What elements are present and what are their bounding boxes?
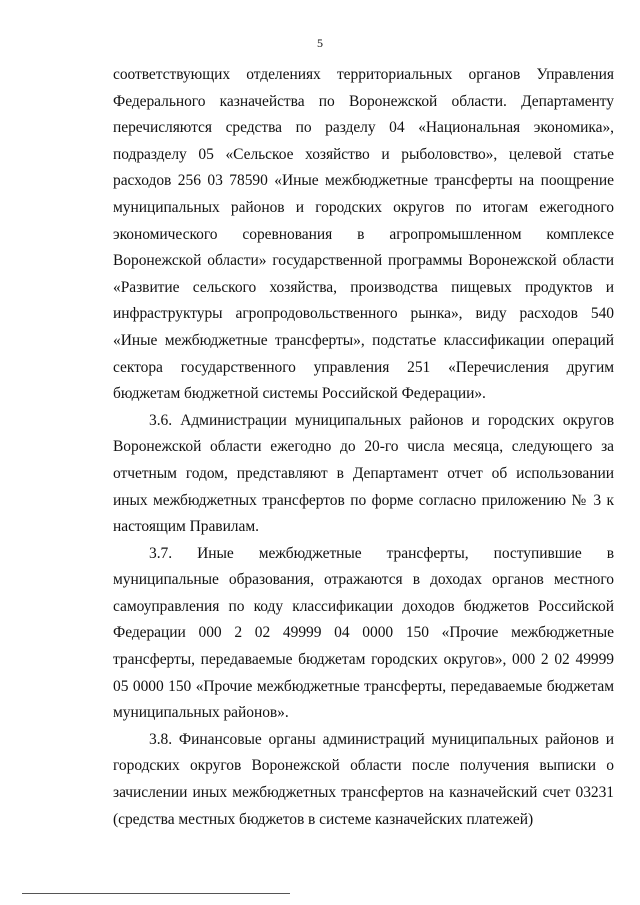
document-body [113,62,614,833]
footer-divider [22,893,290,894]
paragraph-clause-3-7: 3.7. Иные межбюджетные трансферты, поступившие в муниципальные образования, отражаются в доходах органов местного самоуправления по коду классификации доходов бюджетов Российской Федерации 000 2 02 49999 04 0000 150 «Прочие межбюджетные трансферты, передаваемые бюджетам городских округов», 000 2 02 49999 05 0000 150 «Прочие межбюджетные трансферты, передаваемые бюджетам муниципальных районов». [113,544,614,722]
paragraph-continuation: соответствующих отделениях территориальных органов Управления Федерального казначейства по Воронежской области. Департаменту перечисляются средства по разделу 04 «Национальная экономика», подразделу 05 «Сельское хозяйство и рыболовство», целевой статье расходов 256 03 78590 «Иные межбюджетные трансферты на поощрение муниципальных районов и городских округов по итогам ежегодного экономического соревнования в агропромышленном комплексе Воронежской области» государственной программы Воронежской области «Развитие сельского хозяйства, производства пищевых продуктов и инфраструктуры агропродовольственного рынка», виду расходов 540 «Иные межбюджетные трансферты», подстатье классификации операций сектора государственного управления 251 «Перечисления другим бюджетам бюджетной системы Российской Федерации». [113,66,614,403]
paragraph-clause-3-8: 3.8. Финансовые органы администраций муниципальных районов и городских округов Воронежской области после получения выписки о зачислении иных межбюджетных трансфертов на казначейский счет 03231 (средства местных бюджетов в системе казначейских платежей) [113,730,614,828]
page-number: 5 [317,36,323,50]
paragraph-clause-3-6: 3.6. Администрации муниципальных районов и городских округов Воронежской области ежегодно до 20-го числа месяца, следующего за отчетным годом, представляют в Департамент отчет об использовании иных межбюджетных трансфертов по форме согласно приложению № 3 к настоящим Правилам. [113,411,614,536]
